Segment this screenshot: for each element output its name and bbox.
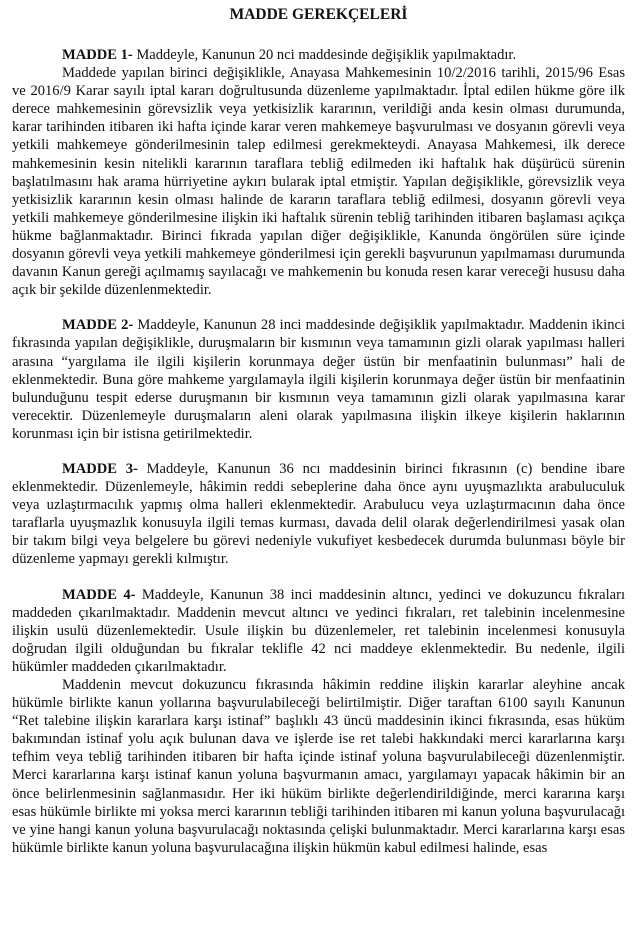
article-text: Maddeyle, Kanunun 36 ncı maddesinin birinci fıkrasının (c) bendine ibare eklenmektedir. Düzenlemeyle, hâkimin reddi sebeplerine daha önce aynı uyuşmazlıkta arabuluculuk veya uzlaştırmacılık yapmış olma halleri eklenmektedir. Arabulucu veya uzlaştırmacının daha önce taraflarla uyuşmazlık konusuyla ilgili temas kurması, davada delil olarak değerlendirilmesi yasak olan bir takım bilgi veya belgelere bu görevi nedeniyle vukufiyet kesbedecek durumda bulunması böyle bir düzenleme yapmayı gerekli kılmıştır. — [12, 460, 626, 568]
article-heading: MADDE 4- — [62, 586, 136, 603]
article-3 — [12, 460, 625, 569]
article-text: Maddeyle, Kanunun 28 inci maddesinde değişiklik yapılmaktadır. Maddenin ikinci fıkrasında yapılan değişiklikle, duruşmaların bir kısmının veya tamamının gizli olarak yapılması halleri arasına “yargılama ile ilgili kişilerin korunmaya değer üstün bir menfaatinin bulunması” hali de eklenmektedir. Buna göre mahkeme yargılamayla ilgili kişilerin korunmaya değer üstün bir menfaatinin bulunduğunu tespit ederse duruşmanın bir kısmının veya tamamının gizli olarak yapılmasına karar verecektir. Düzenlemeyle duruşmaların aleni olarak yapılmasına ilişkin ilkeye kişilerin haklarının korunması için bir istisna getirilmektedir. — [12, 317, 625, 442]
article-1 — [12, 46, 625, 299]
article-paragraph — [12, 586, 625, 676]
article-paragraph: Maddenin mevcut dokuzuncu fıkrasında hâkimin reddine ilişkin kararlar aleyhine ancak hükümle birlikte kanun yollarına başvurulabileceği belirtilmiştir. Diğer taraftan 6100 sayılı Kanunun “Ret talebine ilişkin kararlara karşı istinaf” başlıklı 43 üncü maddesinin ikinci fıkrasında, esas hüküm bakımından istinaf yolu açık bulunan dava ve işlerde ise ret talebi hakkındaki merci kararlarına karşı tefhim veya tebliğ tarihinden itibaren bir hafta içinde istinaf yoluna başvurulabileceği düzenlenmiştir. Merci kararlarına karşı istinaf kanun yoluna başvurmanın amacı, yargılamayı yapacak hâkimin bir an önce belirlenmesinin sağlanmasıdır. Her iki hüküm birlikte değerlendirildiğinde, merci kararına karşı esas hükümle birlikte mi yoksa merci kararının tebliği tarihinden itibaren mi kanun yoluna başvurulacağı ve yine hangi kanun yoluna başvurulacağı noktasında çelişki bulunmaktadır. Merci kararlarına karşı esas hükümle birlikte kanun yoluna başvurulacağına ilişkin hükmün kabul edilmesi halinde, esas — [12, 677, 625, 856]
article-paragraph — [12, 460, 625, 569]
article-4 — [12, 586, 625, 857]
article-2 — [12, 316, 625, 443]
article-text: Maddeyle, Kanunun 38 inci maddesinin altıncı, yedinci ve dokuzuncu fıkraları maddeden çıkarılmaktadır. Maddenin mevcut altıncı ve yedinci fıkraları, ret talebinin incelenmesine ilişkin usulü düzenlemektedir. Usule ilişkin bu düzenlemeler, ret talebinin incelenmesi konusuyla doğrudan ilgili olduğundan bu fıkralar teklifle 42 nci maddeye eklenmektedir. Bu nedenle, ilgili hükümler maddeden çıkarılmaktadır. — [12, 586, 626, 675]
article-paragraph: Maddede yapılan birinci değişiklikle, Anayasa Mahkemesinin 10/2/2016 tarihli, 2015/96 Esas ve 2016/9 Karar sayılı iptal kararı doğrultusunda düzenleme yapılmaktadır. İptal edilen hükme göre ilk derece mahkemesinin görevsizlik veya yetkisizlik kararının, verildiği anda kesin olması durumunda, karar tarihinden itibaren iki hafta içinde karar veren mahkemeye başvurulması ve dosyanın görevli veya yetkili mahkemeye gönderilmesinin talep edilmesi gerekmekteydi. Anayasa Mahkemesi, ilk derece mahkemesinin kesin nitelikli kararının taraflara tebliğ edilmeden iki haftalık hak düşürücü sürenin başlatılmasını hak arama hürriyetine aykırı bularak iptal etmiştir. Yapılan değişiklikle, görevsizlik veya yetkisizlik kararının kesin olması halinde de kararın taraflara tebliğ edilmesi, dosyanın görevli veya yetkili mahkemeye gönderilmesine ilişkin iki haftalık sürenin tebliğ tarihinden itibaren başlaması açıkça hükme bağlanmaktadır. Birinci fıkrada yapılan diğer değişiklikle, Kanunda öngörülen süre içinde dosyanın görevli veya yetkili mahkemeye gönderilmesi için gerekli başvurunun yapılmaması durumunda davanın Kanun gereği açılmamış sayılacağı ve mahkemenin bu konuda resen karar vereceği hususu daha açık bir şekilde düzenlenmektedir. — [12, 65, 625, 299]
article-heading: MADDE 1- — [62, 47, 133, 63]
article-paragraph — [12, 316, 625, 443]
article-paragraph — [12, 46, 625, 64]
article-text: Maddeyle, Kanunun 20 nci maddesinde değişiklik yapılmaktadır. — [132, 47, 517, 63]
article-heading: MADDE 3- — [62, 460, 138, 477]
article-heading: MADDE 2- — [62, 317, 134, 334]
document-title: MADDE GEREKÇELERİ — [229, 6, 408, 23]
